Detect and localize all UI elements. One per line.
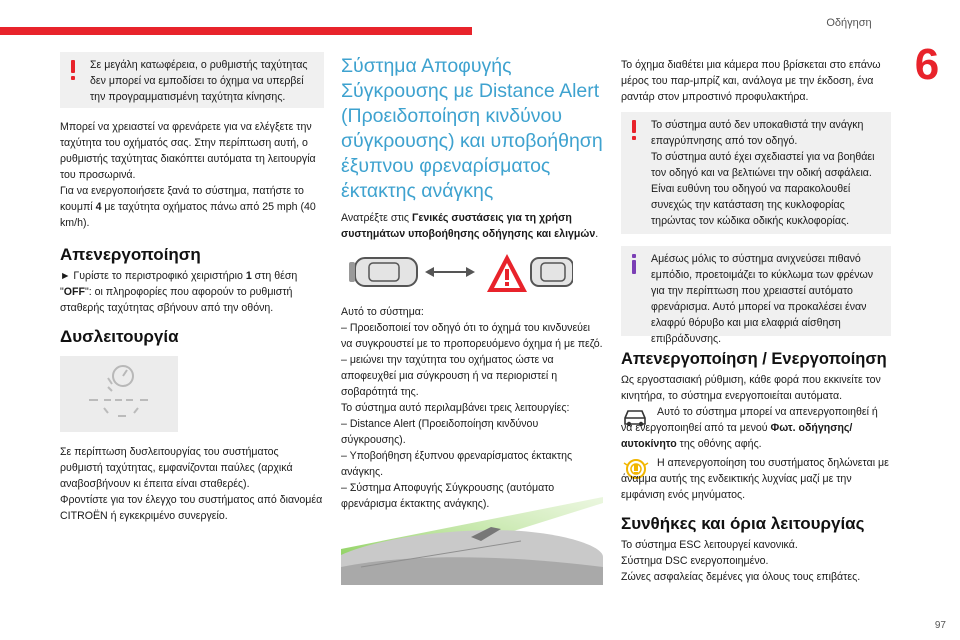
section-heading-conditions: Συνθήκες και όρια λειτουργίας	[621, 514, 865, 533]
section-title-collision-avoidance	[341, 54, 611, 204]
system-description	[341, 304, 603, 512]
warning-text: Σε μεγάλη κατωφέρεια, ο ρυθμιστής ταχύτητας δεν μπορεί να εμποδίσει το όχημα να υπερβεί την προγραμματισμένη ταχύτητα κίνησης.	[90, 59, 308, 103]
lamp-paragraph: Η απενεργοποίηση του συστήματος δηλώνεται με άναμμα αυτής της ενδεικτικής λυχνίας μαζί με την εμφάνιση ενός μηνύματος.	[621, 457, 889, 501]
title-line: (Προειδοποίηση κινδύνου	[341, 105, 563, 127]
section-heading-toggle: Απενεργοποίηση / Ενεργοποίηση	[621, 350, 887, 368]
camera-car-illustration	[341, 497, 603, 585]
reference-paragraph: Ανατρέξτε στις Γενικές συστάσεις για τη χρήση συστημάτων υποβοήθησης οδήγησης και ελιγμών.	[341, 212, 599, 240]
conditions-list	[621, 537, 891, 585]
car-menu-paragraph: Αυτό το σύστημα μπορεί να απενεργοποιηθεί ή να ενεργοποιηθεί από τα μενού Φωτ. οδήγησης/αυτοκίνητο της οθόνης αφής.	[621, 406, 878, 450]
paragraph: – Προειδοποιεί τον οδηγό ότι το όχημά του κινδυνεύει να συγκρουστεί με το προπορευόμενο όχημα ή με πεζό.	[341, 322, 603, 350]
paragraph: – Σύστημα Αποφυγής Σύγκρουσης (αυτόματο φρενάρισμα έκτακτης ανάγκης).	[341, 482, 555, 510]
collision-illustration	[341, 248, 573, 298]
paragraph: Σε περίπτωση δυσλειτουργίας του συστήματος ρυθμιστή ταχύτητας, εμφανίζονται παύλες (αρχικά αναβοσβήνουν κι έπειτα είναι σταθερές).	[60, 446, 293, 490]
paragraph: – Υποβοήθηση έξυπνου φρεναρίσματος έκτακτης ανάγκης.	[341, 450, 573, 478]
warning-triangle-icon	[487, 254, 527, 292]
list-item: Ζώνες ασφαλείας δεμένες για όλους τους επιβάτες.	[621, 571, 861, 583]
paragraph: Είναι ευθύνη του οδηγού να παρακολουθεί συνεχώς την κατάσταση της κυκλοφορίας τηρώντας τον κώδικα οδικής κυκλοφορίας.	[651, 183, 851, 227]
toggle-paragraph: Ως εργοστασιακή ρύθμιση, κάθε φορά που εκκινείτε τον κινητήρα, το σύστημα ενεργοποιείται αυτόματα.	[621, 374, 881, 402]
paragraph: Το σύστημα αυτό δεν υποκαθιστά την ανάγκη επαγρύπνησης από τον οδηγό.	[651, 119, 864, 147]
car-icon	[531, 258, 573, 286]
list-item: Το σύστημα ESC λειτουργεί κανονικά.	[621, 539, 798, 551]
title-line: Σύγκρουσης με Distance Alert	[341, 80, 600, 102]
distance-arrow-icon	[425, 267, 475, 277]
paragraph: Το σύστημα αυτό έχει σχεδιαστεί για να βοηθάει τον οδηγό και να βελτιώνει την οδική ασφάλεια.	[651, 151, 875, 179]
title-line: έκτακτης ανάγκης	[341, 180, 494, 202]
title-line: έξυπνου φρεναρίσματος	[341, 155, 551, 177]
car-icon	[349, 258, 417, 286]
info-box	[621, 246, 891, 345]
warning-box	[60, 52, 324, 108]
title-line: σύγκρουσης) και υποβοήθηση	[341, 130, 603, 152]
info-icon	[629, 254, 639, 276]
section-heading-malfunction: Δυσλειτουργία	[60, 327, 179, 346]
paragraph: Για να ενεργοποιήσετε ξανά το σύστημα, πατήστε το κουμπί 4 με ταχύτητα οχήματος πάνω από 25 mph (40 km/h).	[60, 185, 316, 229]
paragraph: – μειώνει την ταχύτητα του οχήματος ώστε να αποφευχθεί μια σύγκρουση ή να περιοριστεί η σοβαρότητά της.	[341, 354, 558, 398]
page-number: 97	[934, 620, 946, 631]
paragraph: Φροντίστε για τον έλεγχο του συστήματος από διανομέα CITROËN ή εγκεκριμένο συνεργείο.	[60, 494, 323, 522]
paragraph: Το σύστημα αυτό περιλαμβάνει τρεις λειτουργίες:	[341, 402, 570, 414]
header-title: Οδήγηση	[826, 17, 872, 29]
warning-box	[621, 112, 891, 234]
malfunction-paragraph	[60, 444, 324, 524]
cruise-brake-paragraph	[60, 119, 324, 231]
section-heading-deactivation: Απενεργοποίηση	[60, 245, 201, 264]
paragraph: Αμέσως μόλις το σύστημα ανιχνεύσει πιθανό εμπόδιο, προετοιμάζει το κύκλωμα των φρένων για την περίπτωση που χρειαστεί αυτόματο φρενάρισμα. Αυτό μπορεί να προκαλέσει έναν ελαφρύ θόρυβο και μια ελαφριά αίσθηση επιβράδυνσης.	[651, 253, 874, 345]
header-accent-bar	[0, 27, 472, 35]
speed-limiter-dashes-icon	[60, 356, 178, 432]
chapter-number: 6	[914, 40, 940, 89]
warning-icon	[69, 60, 77, 82]
title-line: Σύστημα Αποφυγής	[341, 55, 512, 77]
list-item: Σύστημα DSC ενεργοποιημένο.	[621, 555, 769, 567]
paragraph: Μπορεί να χρειαστεί να φρενάρετε για να ελέγξετε την ταχύτητα του οχήματός σας. Στην περίπτωση αυτή, ο ρυθμιστής ταχύτητας διακόπτει αυτόματα τη λειτουργία του προσωρινά.	[60, 121, 316, 181]
warning-icon	[630, 120, 638, 142]
malfunction-display-illustration	[60, 356, 178, 432]
deactivation-paragraph: ► Γυρίστε το περιστροφικό χειριστήριο 1 στη θέση "OFF": οι πληροφορίες που αφορούν το ρυθμιστή σταθερής ταχύτητας σβήνουν από την οθόνη.	[60, 270, 298, 314]
paragraph: Αυτό το σύστημα:	[341, 306, 424, 318]
paragraph: – Distance Alert (Προειδοποίηση κινδύνου σύγκρουσης).	[341, 418, 539, 446]
intro-paragraph: Το όχημα διαθέτει μια κάμερα που βρίσκεται στο επάνω μέρος του παρ-μπρίζ και, ανάλογα με την έκδοση, ένα ραντάρ στον μπροστινό προφυλακτήρα.	[621, 59, 881, 103]
